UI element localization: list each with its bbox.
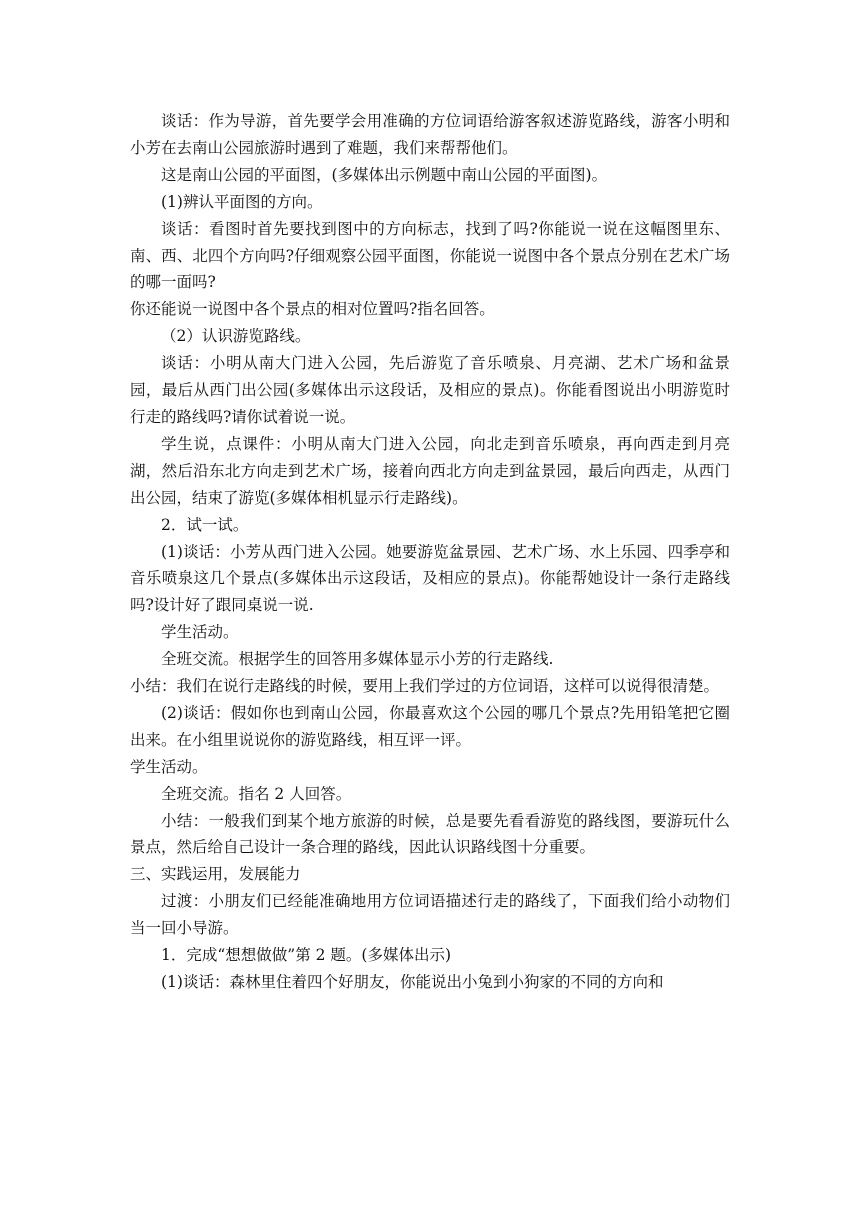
paragraph-1: 谈话：作为导游，首先要学会用准确的方位词语给游客叙述游览路线，游客小明和小芳在去南山公园旅游时遇到了难题，我们来帮帮他们。: [130, 112, 730, 157]
section-heading: 三、实践运用，发展能力: [130, 865, 301, 884]
paragraph-4: 谈话：看图时首先要找到图中的方向标志，找到了吗?你能说一说在这幅图里东、南、西、北四个方向吗?仔细观察公园平面图，你能说一说图中各个景点分别在艺术广场的哪一面吗?: [130, 219, 730, 292]
paragraph-21: (1)谈话：森林里住着四个好朋友，你能说出小兔到小狗家的不同的方向和: [161, 973, 664, 991]
paragraph-14: (2)谈话：假如你也到南山公园，你最喜欢这个公园的哪几个景点?先用铅笔把它圈出来。在小组里说说你的游览路线，相互评一评。: [130, 703, 730, 749]
paragraph-3: (1)辨认平面图的方向。: [161, 192, 323, 211]
paragraph-10: (1)谈话：小芳从西门进入公园。她要游览盆景园、艺术广场、水上乐园、四季亭和音乐喷泉这几个景点(多媒体出示这段话，及相应的景点)。你能帮她设计一条行走路线吗?设计好了跟同桌说一说.: [130, 542, 730, 615]
paragraph-11: 学生活动。: [161, 623, 239, 642]
paragraph-17: 小结：一般我们到某个地方旅游的时候，总是要先看看游览的路线图，要游玩什么景点，然后给自己设计一条合理的路线，因此认识路线图十分重要。: [130, 811, 730, 857]
paragraph-15: 学生活动。: [130, 757, 208, 776]
paragraph-2: 这是南山公园的平面图，(多媒体出示例题中南山公园的平面图)。: [161, 165, 608, 184]
paragraph-6: （2）认识游览路线。: [161, 327, 311, 346]
paragraph-12: 全班交流。根据学生的回答用多媒体显示小芳的行走路线.: [161, 650, 554, 669]
paragraph-19: 过渡：小朋友们已经能准确地用方位词语描述行走的路线了，下面我们给小动物们当一回小导游。: [130, 892, 730, 938]
paragraph-7: 谈话：小明从南大门进入公园，先后游览了音乐喷泉、月亮湖、艺术广场和盆景园，最后从西门出公园(多媒体出示这段话，及相应的景点)。你能看图说出小明游览时行走的路线吗?请你试着说一说。: [130, 354, 730, 426]
document-body: [130, 108, 730, 996]
paragraph-20: 1．完成“想想做做”第 2 题。(多媒体出示): [161, 946, 452, 965]
paragraph-13: 小结：我们在说行走路线的时候，要用上我们学过的方位词语，这样可以说得很清楚。: [130, 677, 720, 696]
paragraph-9: 2．试一试。: [161, 515, 249, 534]
paragraph-16: 全班交流。指名 2 人回答。: [161, 784, 352, 803]
paragraph-5: 你还能说一说图中各个景点的相对位置吗?指名回答。: [130, 300, 495, 319]
paragraph-8: 学生说，点课件：小明从南大门进入公园，向北走到音乐喷泉，再向西走到月亮湖，然后沿东北方向走到艺术广场，接着向西北方向走到盆景园，最后向西走，从西门出公园，结束了游览(多媒体相机显示行走路线)。: [130, 434, 730, 507]
